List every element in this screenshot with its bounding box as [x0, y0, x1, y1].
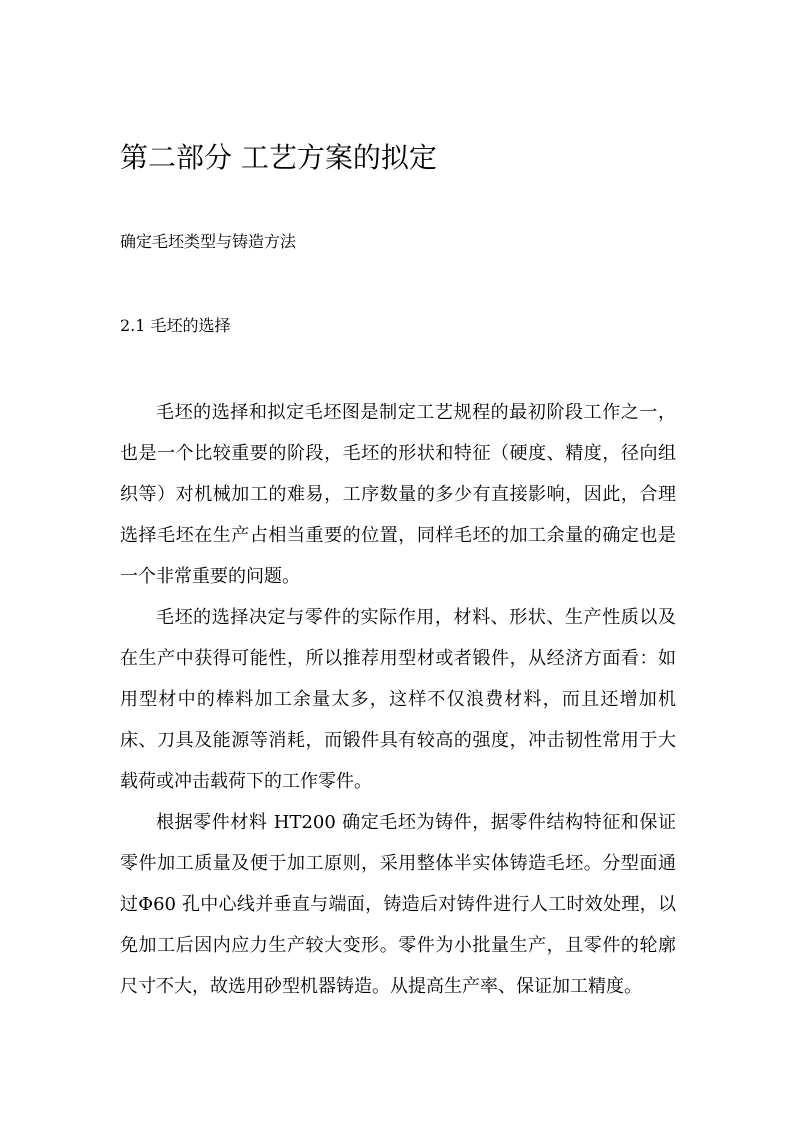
- body-text: [120, 392, 676, 1007]
- section-heading: 2.1 毛坯的选择: [120, 316, 231, 335]
- paragraph-1: 毛坯的选择和拟定毛坯图是制定工艺规程的最初阶段工作之一，也是一个比较重要的阶段，毛坯的形状和特征（硬度、精度，径向组织等）对机械加工的难易，工序数量的多少有直接影响，因此，合理选择毛坯在生产占相当重要的位置，同样毛坯的加工余量的确定也是一个非常重要的问题。: [120, 402, 676, 587]
- paragraph-3: 根据零件材料 HT200 确定毛坯为铸件，据零件结构特征和保证零件加工质量及便于加工原则，采用整体半实体铸造毛坯。分型面通过Φ60 孔中心线并垂直与端面，铸造后对铸件进行人工时效处理，以免加工后因内应力生产较大变形。零件为小批量生产，且零件的轮廓尺寸不大，故选用砂型机器铸造。从提高生产率、保证加工精度。: [120, 812, 676, 997]
- page-title: 第二部分 工艺方案的拟定: [120, 141, 437, 174]
- paragraph-2: 毛坯的选择决定与零件的实际作用，材料、形状、生产性质以及在生产中获得可能性，所以推荐用型材或者锻件，从经济方面看：如用型材中的棒料加工余量太多，这样不仅浪费材料，而且还增加机床、刀具及能源等消耗，而锻件具有较高的强度，冲击韧性常用于大载荷或冲击载荷下的工作零件。: [120, 607, 676, 792]
- subtitle: 确定毛坯类型与铸造方法: [120, 232, 297, 251]
